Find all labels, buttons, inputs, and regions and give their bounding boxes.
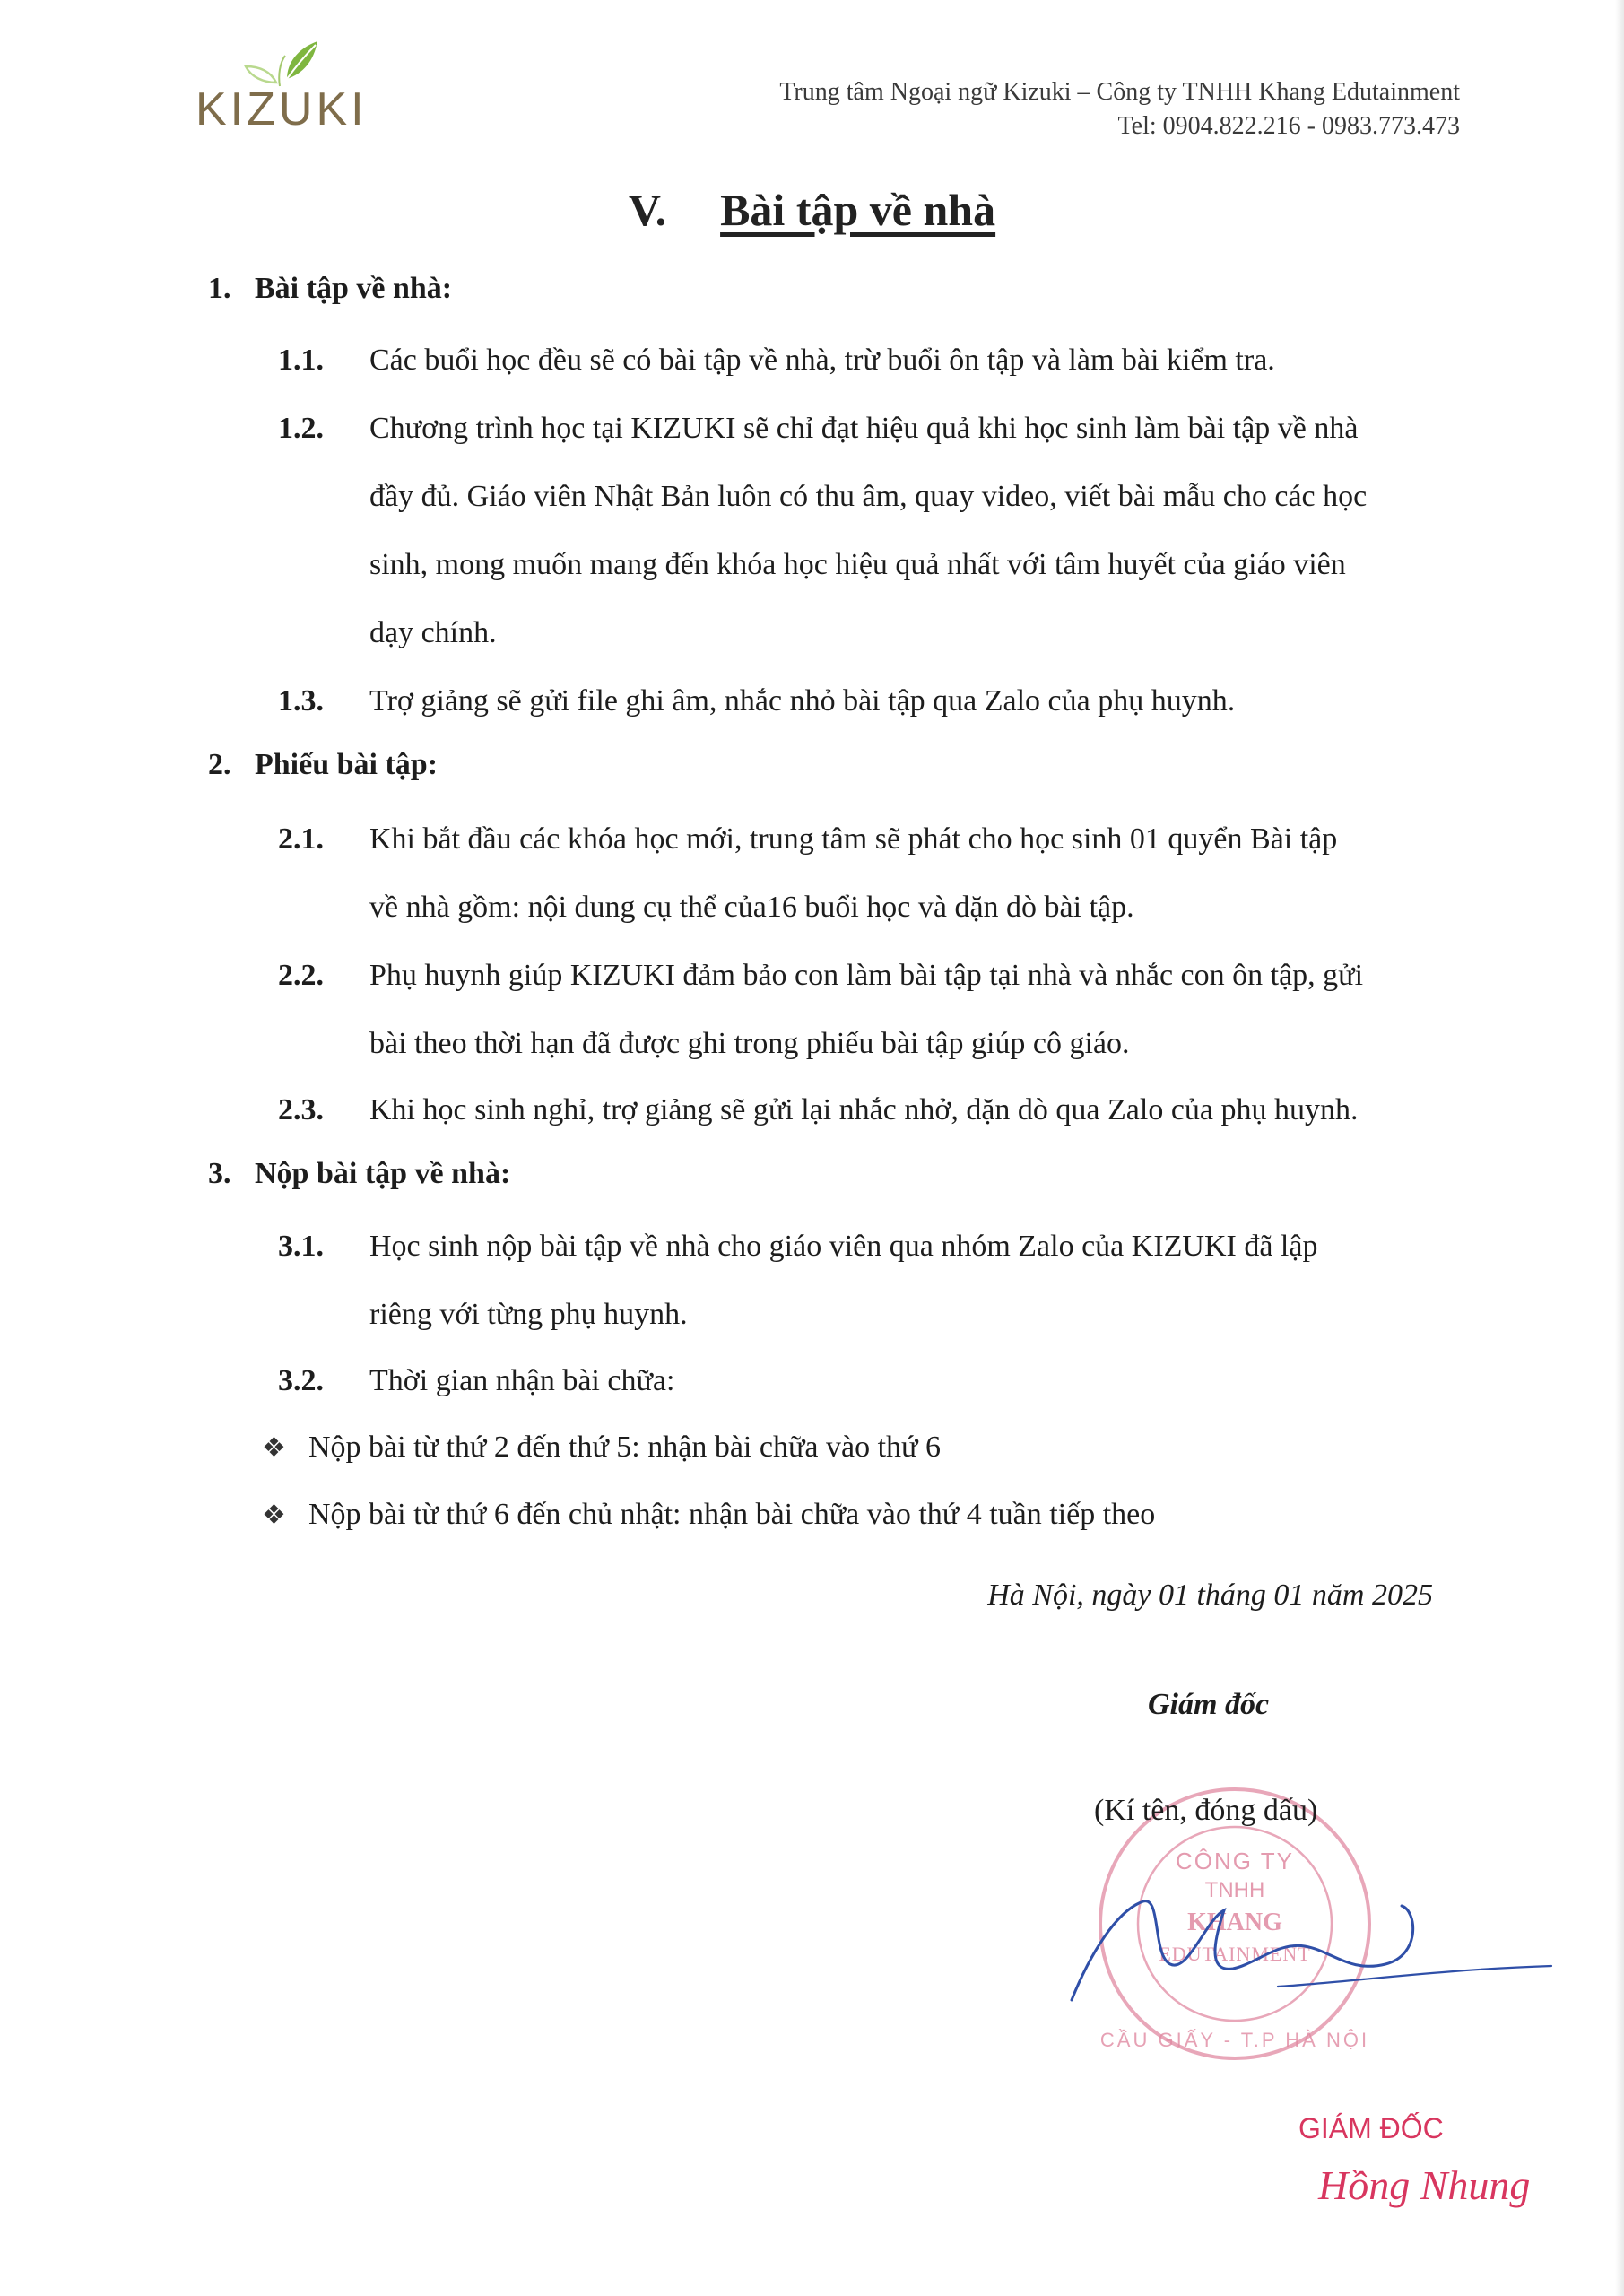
diamond-bullet-icon: ❖ [262, 1500, 286, 1530]
page-edge-shadow [1615, 0, 1624, 2296]
list-item-2-1 [278, 805, 1462, 942]
handwritten-signature [1063, 1857, 1565, 2022]
group-number: 2. [208, 748, 231, 781]
item-number: 2.3. [278, 1093, 324, 1126]
bullet-text: Nộp bài từ thứ 6 đến chủ nhật: nhận bài chữa vào thứ 4 tuần tiếp theo [308, 1498, 1156, 1531]
list-item-1-2 [278, 395, 1462, 667]
item-line: về nhà gồm: nội dung cụ thể của16 buổi học và dặn dò bài tập. [369, 891, 1134, 924]
item-line: Khi bắt đầu các khóa học mới, trung tâm sẽ phát cho học sinh 01 quyển Bài tập [369, 822, 1338, 856]
header-contact [779, 75, 1460, 144]
svg-text:CẦU GIẤY - T.P HÀ NỘI: CẦU GIẤY - T.P HÀ NỘI [1099, 2029, 1370, 2051]
group-number: 1. [208, 272, 231, 305]
stamp-line: KHANG [1187, 1909, 1282, 1936]
diamond-bullet-icon: ❖ [262, 1433, 286, 1463]
group-heading-text: Phiếu bài tập: [255, 748, 439, 781]
item-line: Thời gian nhận bài chữa: [369, 1364, 675, 1397]
item-line: Học sinh nộp bài tập về nhà cho giáo viên qua nhóm Zalo của KIZUKI đã lập [369, 1230, 1318, 1263]
group-number: 3. [208, 1157, 231, 1190]
section-heading: Bài tập về nhà [720, 185, 996, 235]
kizuki-logo [195, 36, 366, 135]
item-line: riêng với từng phụ huynh. [369, 1298, 688, 1331]
leaf-icon [224, 36, 323, 90]
item-line: Các buổi học đều sẽ có bài tập về nhà, trừ buổi ôn tập và làm bài kiểm tra. [369, 344, 1275, 377]
item-number: 2.1. [278, 822, 324, 856]
list-item-3-1 [278, 1213, 1462, 1349]
item-number: 1.3. [278, 684, 324, 718]
item-line: Trợ giảng sẽ gửi file ghi âm, nhắc nhỏ bài tập qua Zalo của phụ huynh. [369, 684, 1236, 718]
document-date: Hà Nội, ngày 01 tháng 01 năm 2025 [987, 1578, 1433, 1612]
list-item-1-1 [278, 326, 1462, 395]
item-number: 3.2. [278, 1364, 324, 1397]
item-number: 3.1. [278, 1230, 324, 1263]
item-line: sinh, mong muốn mang đến khóa học hiệu quả nhất với tâm huyết của giáo viên [369, 548, 1346, 581]
bullet-item-2 [262, 1498, 1155, 1532]
stamp-line: EDUTAINMENT [1159, 1943, 1311, 1965]
group-heading-2 [208, 748, 438, 782]
item-line: bài theo thời hạn đã được ghi trong phiếu bài tập giúp cô giáo. [369, 1027, 1130, 1060]
section-title [0, 184, 1624, 236]
item-number: 2.2. [278, 959, 324, 992]
item-line: Chương trình học tại KIZUKI sẽ chỉ đạt hiệu quả khi học sinh làm bài tập về nhà [369, 412, 1359, 445]
director-name-signature: Hồng Nhung [1318, 2162, 1531, 2208]
item-line: Khi học sinh nghỉ, trợ giảng sẽ gửi lại nhắc nhở, dặn dò qua Zalo của phụ huynh. [369, 1093, 1359, 1126]
group-heading-text: Bài tập về nhà: [255, 272, 453, 305]
signature-note: (Kí tên, đóng dấu) [1094, 1794, 1318, 1827]
bullet-item-1 [262, 1431, 941, 1465]
list-item-2-2 [278, 942, 1462, 1078]
section-number: V. [628, 185, 667, 235]
stamp-line: CÔNG TY [1176, 1848, 1294, 1874]
tel-line: Tel: 0904.822.216 - 0983.773.473 [1117, 112, 1460, 140]
group-heading-3 [208, 1157, 510, 1191]
org-line: Trung tâm Ngoại ngữ Kizuki – Công ty TNHH Khang Edutainment [779, 78, 1460, 106]
stamp-line: TNHH [1204, 1878, 1265, 1902]
item-line: dạy chính. [369, 616, 497, 649]
logo-text: KIZUKI [195, 83, 368, 135]
group-heading-1 [208, 272, 452, 306]
list-item-3-2 [278, 1347, 1462, 1415]
group-heading-text: Nộp bài tập về nhà: [255, 1157, 511, 1190]
item-line: Phụ huynh giúp KIZUKI đảm bảo con làm bài tập tại nhà và nhắc con ôn tập, gửi [369, 959, 1364, 992]
bullet-text: Nộp bài từ thứ 2 đến thứ 5: nhận bài chữa vào thứ 6 [308, 1431, 941, 1464]
item-number: 1.2. [278, 412, 324, 445]
director-title: GIÁM ĐỐC [1298, 2112, 1444, 2144]
signature-icon [1063, 1857, 1565, 2018]
list-item-2-3 [278, 1076, 1462, 1144]
item-number: 1.1. [278, 344, 324, 377]
list-item-1-3 [278, 667, 1462, 735]
item-line: đầy đủ. Giáo viên Nhật Bản luôn có thu âm, quay video, viết bài mẫu cho các học [369, 480, 1368, 513]
signer-title: Giám đốc [1148, 1688, 1270, 1721]
